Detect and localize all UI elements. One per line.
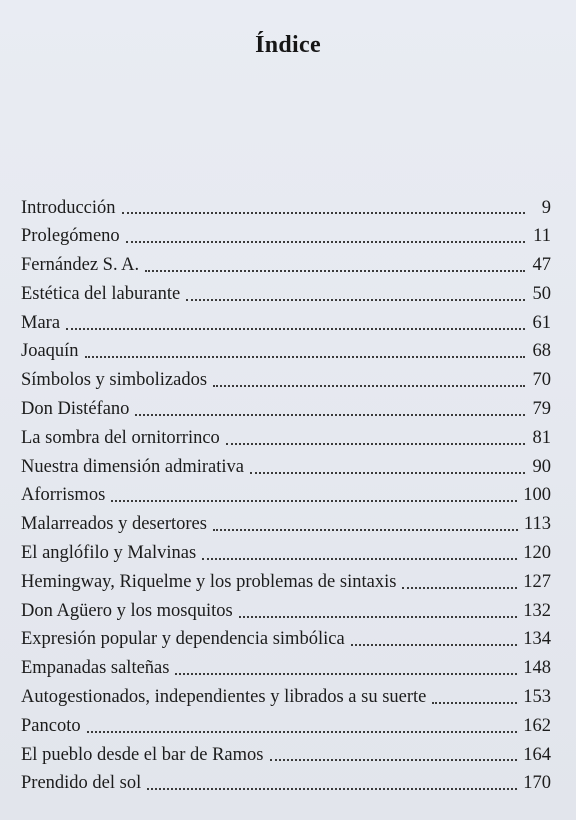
toc-entry [21, 192, 551, 221]
toc-entry-title: Hemingway, Riquelme y los problemas de sintaxis [21, 571, 397, 592]
toc-entry-page-number: 11 [533, 226, 551, 247]
dot-leader [213, 511, 518, 532]
toc-entry-page-number: 120 [523, 543, 551, 564]
toc-entry [21, 307, 551, 336]
dot-leader [202, 539, 517, 560]
dot-leader [239, 597, 518, 618]
toc-entry [21, 566, 551, 595]
dot-leader [87, 712, 518, 733]
toc-entry [21, 480, 551, 509]
toc-entry [21, 682, 551, 711]
toc-entry [21, 710, 551, 739]
dot-leader [135, 395, 525, 416]
toc-entry-title: Símbolos y simbolizados [21, 370, 208, 391]
toc-entry-title: El pueblo desde el bar de Ramos [21, 744, 264, 765]
toc-entry-page-number: 164 [523, 744, 551, 765]
toc-entry-title: Pancoto [21, 715, 81, 736]
toc-entry [21, 250, 551, 279]
toc-entry-title: Introducción [21, 197, 116, 218]
toc-entry-title: Expresión popular y dependencia simbólica [21, 629, 345, 650]
toc-entry-page-number: 90 [532, 456, 551, 477]
toc-entry-page-number: 132 [523, 600, 551, 621]
dot-leader [66, 309, 525, 330]
toc-entry [21, 768, 551, 797]
toc-entry-page-number: 50 [532, 283, 551, 304]
dot-leader [213, 367, 525, 388]
toc-entry-title: Don Agüero y los mosquitos [21, 600, 233, 621]
toc-entry [21, 451, 551, 480]
toc-entry-page-number: 9 [541, 197, 551, 218]
toc-entry [21, 538, 551, 567]
toc-entry-page-number: 170 [523, 773, 551, 794]
toc-entry-title: Aforrismos [21, 485, 106, 506]
toc-entry-title: Don Distéfano [21, 399, 130, 420]
toc-entry-page-number: 100 [523, 485, 551, 506]
dot-leader [85, 338, 525, 359]
toc-entry-title: La sombra del ornitorrinco [21, 427, 220, 448]
toc-entry-title: Malarreados y desertores [21, 514, 207, 535]
toc-entry-title: Mara [21, 312, 61, 333]
toc-entry [21, 336, 551, 365]
toc-entry-title: Prendido del sol [21, 773, 142, 794]
toc-entry [21, 624, 551, 653]
dot-leader [226, 424, 525, 445]
toc-entry [21, 509, 551, 538]
toc-entry [21, 221, 551, 250]
page-title: Índice [255, 32, 321, 59]
toc-entry-page-number: 148 [523, 658, 551, 679]
toc-entry-page-number: 70 [532, 370, 551, 391]
toc-entry-page-number: 113 [523, 514, 551, 535]
toc-entry-title: Nuestra dimensión admirativa [21, 456, 244, 477]
dot-leader [145, 251, 525, 272]
toc-entry-page-number: 162 [523, 715, 551, 736]
dot-leader [111, 482, 517, 503]
toc-entry [21, 278, 551, 307]
toc-entry [21, 422, 551, 451]
toc-entry-title: Autogestionados, independientes y librados a su suerte [21, 687, 427, 708]
toc-entry [21, 595, 551, 624]
toc-entry-page-number: 47 [532, 255, 551, 276]
toc-entry-page-number: 68 [532, 341, 551, 362]
toc-entry-page-number: 79 [532, 399, 551, 420]
toc-entry-title: Estética del laburante [21, 283, 181, 304]
dot-leader [147, 770, 517, 791]
dot-leader [250, 453, 525, 474]
toc-entry [21, 739, 551, 768]
toc-entry-page-number: 127 [523, 571, 551, 592]
toc-entry-page-number: 134 [523, 629, 551, 650]
toc-entry-title: Fernández S. A. [21, 255, 140, 276]
dot-leader [175, 655, 517, 676]
toc-entry [21, 394, 551, 423]
dot-leader [432, 683, 517, 704]
toc-entry-page-number: 153 [523, 687, 551, 708]
dot-leader [126, 223, 525, 244]
toc-entry [21, 365, 551, 394]
toc-entry-title: El anglófilo y Malvinas [21, 543, 197, 564]
toc-entry-title: Joaquín [21, 341, 79, 362]
table-of-contents [21, 192, 551, 797]
dot-leader [122, 194, 525, 215]
toc-entry [21, 653, 551, 682]
toc-entry-title: Prolegómeno [21, 226, 120, 247]
dot-leader [270, 741, 518, 762]
dot-leader [351, 626, 518, 647]
dot-leader [402, 568, 517, 589]
toc-entry-title: Empanadas salteñas [21, 658, 170, 679]
toc-entry-page-number: 81 [532, 427, 551, 448]
toc-entry-page-number: 61 [532, 312, 551, 333]
dot-leader [186, 280, 525, 301]
